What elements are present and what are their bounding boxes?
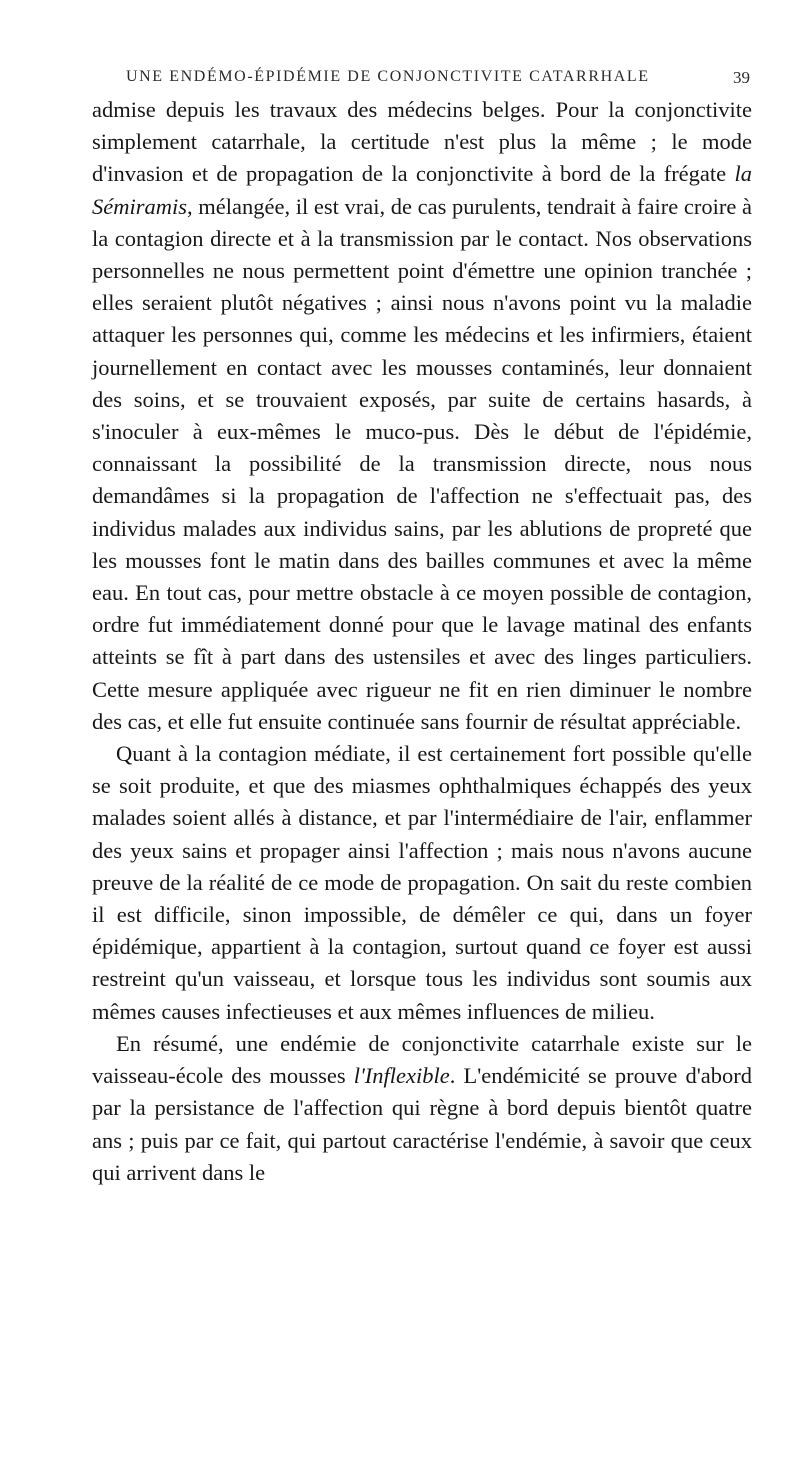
running-title: UNE ENDÉMO-ÉPIDÉMIE DE CONJONCTIVITE CATARRHALE xyxy=(126,68,650,85)
page-number: 39 xyxy=(733,68,750,87)
text-segment: , mélangée, il est vrai, de cas purulents, tendrait à faire croire à la contagion directe et à la transmission par le contact. Nos observations personnelles ne nous permettent point d'émettre une opinion tranchée ; elles seraient plutôt négatives ; ainsi nous n'avons point vu la maladie attaquer les personnes qui, comme les médecins et les infirmiers, étaient journellement en contact avec les mousses contaminés, leur donnaient des soins, et se trouvaient exposés, par suite de certains hasards, à s'inoculer à eux-mêmes le muco-pus. Dès le début de l'épidémie, connaissant la possibilité de la transmission directe, nous nous demandâmes si la propagation de l'affection ne s'effectuait pas, des individus malades aux individus sains, par les ablutions de propreté que les mousses font le matin dans des bailles communes et avec la même eau. En tout cas, pour mettre obstacle à ce moyen possible de contagion, ordre fut immédiatement donné pour que le lavage matinal des enfants atteints se fît à part dans des ustensiles et avec des linges particuliers. Cette mesure appliquée avec rigueur ne fit en rien diminuer le nombre des cas, et elle fut ensuite continuée sans fournir de résultat appréciable. xyxy=(92,193,752,734)
ship-name-inflexible: l'Inflexible xyxy=(353,1063,450,1089)
text-segment: . L'endémicité se prouve d'abord par la persistance de l'affection qui règne à bord depuis bientôt quatre ans ; puis par ce fait, qui partout caractérise l'endémie, à savoir que ceux qui arrivent dans le xyxy=(92,1063,752,1185)
ship-name-semiramis: la Sémiramis xyxy=(92,161,752,219)
paragraph-1 xyxy=(92,94,752,738)
body-text xyxy=(92,94,752,1189)
paragraph-3 xyxy=(92,1028,752,1189)
running-header xyxy=(92,60,752,94)
text-segment: Quant à la contagion médiate, il est certainement fort possible qu'elle se soit produite, et que des miasmes ophthalmiques échappés des yeux malades soient allés à distance, et par l'intermédiaire de l'air, enflammer des yeux sains et propager ainsi l'affection ; mais nous n'avons aucune preuve de la réalité de ce mode de propagation. On sait du reste combien il est difficile, sinon impossible, de démêler ce qui, dans un foyer épidémique, appartient à la contagion, surtout quand ce foyer est aussi restreint qu'un vaisseau, et lorsque tous les individus sont soumis aux mêmes causes infectieuses et aux mêmes influences de milieu. xyxy=(92,741,752,1024)
paragraph-2 xyxy=(92,738,752,1028)
text-segment: En résumé, une endémie de conjonctivite catarrhale existe sur le vaisseau-école des mousses xyxy=(92,1030,752,1089)
text-segment: admise depuis les travaux des médecins belges. Pour la conjonctivite simplement catarrhale, la certitude n'est plus la même ; le mode d'invasion et de propagation de la conjonctivite à bord de la frégate xyxy=(92,97,752,187)
